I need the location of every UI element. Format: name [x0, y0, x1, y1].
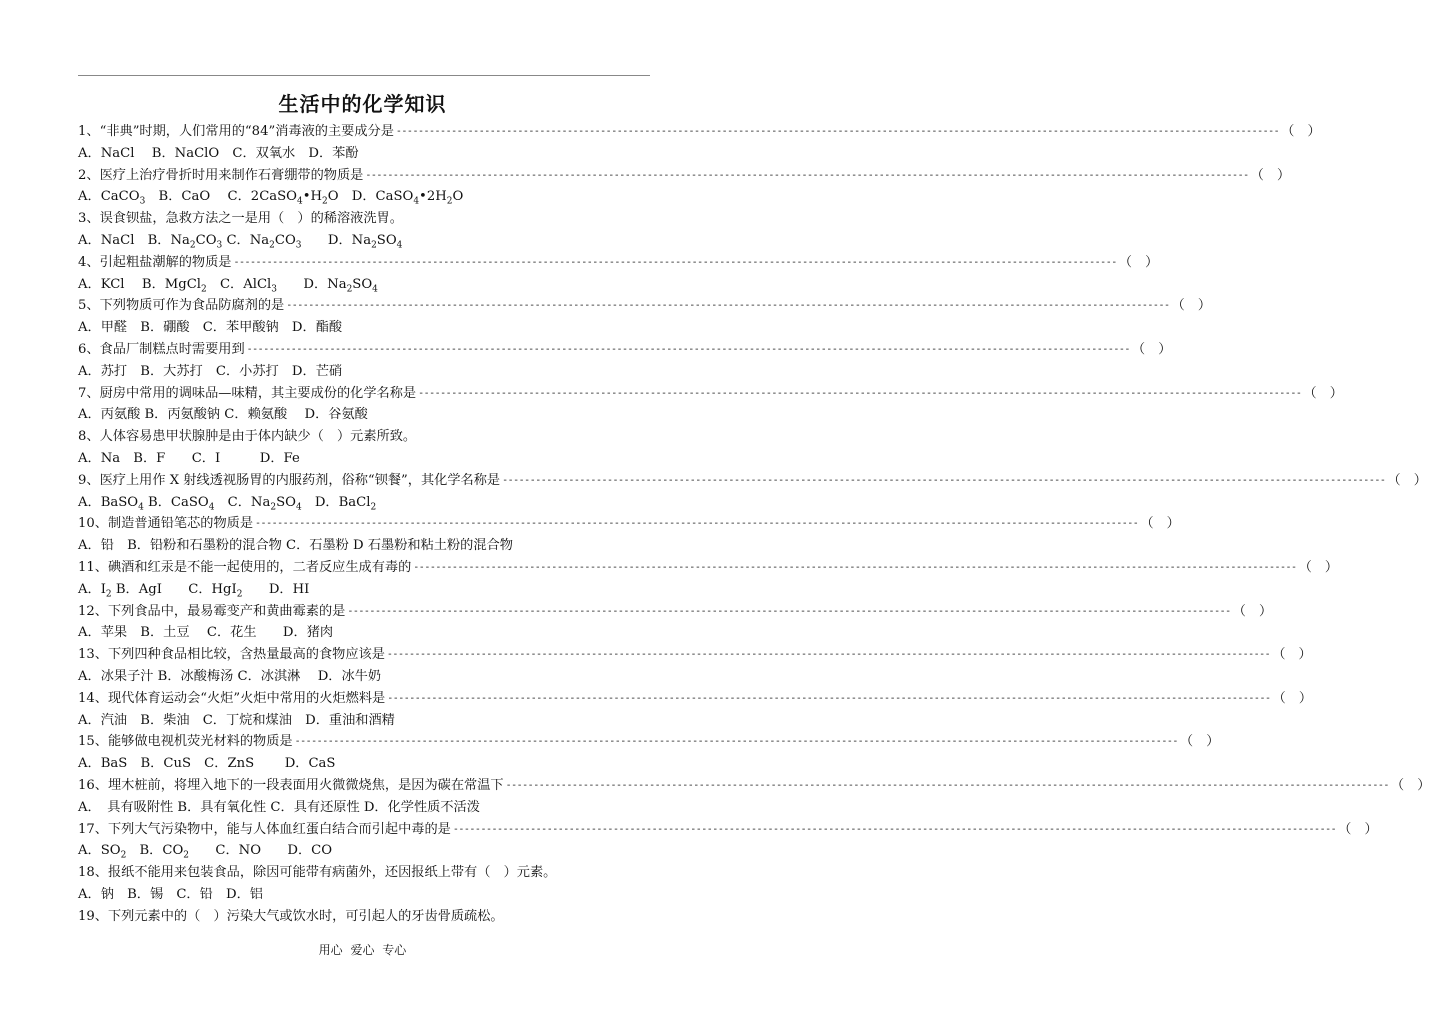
dotted-leader: ---------------------------------------------------------------------------------------------------------------------------------------------------------------- — [255, 518, 1139, 530]
answer-blank: （ ） — [1298, 559, 1339, 575]
answer-options — [78, 230, 658, 252]
answer-options — [78, 797, 658, 819]
options-text: A．BaSO$_4$ B．CaSO$_4$ C．$Na_2SO_4$ D．BaCl$_2$ — [78, 494, 377, 513]
answer-blank: （ ） — [1250, 167, 1291, 183]
question-line — [78, 383, 1343, 405]
answer-blank: （ ） — [1338, 821, 1378, 837]
question-text: 17、下列大气污染物中，能与人体血红蛋白结合而引起中毒的是 — [78, 821, 451, 837]
question-text: 6、食品厂制糕点时需要用到 — [78, 341, 245, 357]
answer-options — [78, 710, 658, 732]
answer-options — [78, 622, 658, 644]
answer-options — [78, 579, 658, 601]
question-text: 14、现代体育运动会“火炬”火炬中常用的火炬燃料是 — [78, 690, 386, 706]
answer-options — [78, 535, 658, 557]
question-line — [78, 470, 1427, 492]
dotted-leader: ---------------------------------------------------------------------------------------------------------------------------------------------------------------- — [413, 561, 1297, 573]
dotted-leader: ---------------------------------------------------------------------------------------------------------------------------------------------------------------- — [365, 169, 1249, 181]
answer-blank: （ ） — [1272, 647, 1312, 663]
options-text: A．铅 B．铅粉和石墨粉的混合物 C．石墨粉 D 石墨粉和粘土粉的混合物 — [78, 538, 513, 554]
dotted-leader: ---------------------------------------------------------------------------------------------------------------------------------------------------------------- — [386, 649, 1271, 661]
options-text: A．钠 B．锡 C．铅 D．铝 — [78, 886, 263, 902]
dotted-leader: ---------------------------------------------------------------------------------------------------------------------------------------------------------------- — [387, 692, 1271, 704]
question-text: 5、下列物质可作为食品防腐剂的是 — [78, 298, 285, 314]
question-line — [78, 513, 1180, 535]
question-line — [78, 339, 1172, 361]
answer-blank: （ ） — [1272, 690, 1313, 706]
answer-options — [78, 448, 658, 470]
dotted-leader: ---------------------------------------------------------------------------------------------------------------------------------------------------------------- — [505, 779, 1389, 791]
answer-blank: （ ） — [1171, 298, 1212, 314]
options-text: A．NaCl B．NaClO C．双氧水 D．苯酚 — [78, 145, 359, 161]
question-text: 18、报纸不能用来包装食品，除因可能带有病菌外，还因报纸上带有（ ）元素。 — [78, 865, 557, 881]
answer-blank: （ ） — [1232, 603, 1273, 619]
question-line — [78, 862, 658, 884]
question-text: 15、能够做电视机荧光材料的物质是 — [78, 734, 293, 750]
question-line — [78, 208, 658, 230]
options-text: A．苹果 B．土豆 C．花生 D．猪肉 — [78, 625, 334, 641]
question-line — [78, 731, 1220, 753]
question-line — [78, 906, 658, 928]
answer-blank: （ ） — [1281, 124, 1321, 139]
dotted-leader: ---------------------------------------------------------------------------------------------------------------------------------------------------------------- — [246, 343, 1130, 355]
question-line — [78, 252, 1159, 274]
options-text: A．BaS B．CuS C．ZnS D．CaS — [78, 756, 336, 772]
answer-options — [78, 361, 658, 383]
dotted-leader: ---------------------------------------------------------------------------------------------------------------------------------------------------------------- — [233, 256, 1117, 268]
answer-blank: （ ） — [1303, 385, 1343, 401]
dotted-leader: ---------------------------------------------------------------------------------------------------------------------------------------------------------------- — [502, 474, 1386, 486]
question-text: 10、制造普通铅笔芯的物质是 — [78, 516, 254, 532]
header-rule — [78, 75, 650, 76]
answer-options — [78, 317, 658, 339]
answer-blank: （ ） — [1118, 254, 1159, 270]
options-text: A．$I_2$ B．AgI C．HgI$_2$ D．HI — [78, 581, 310, 600]
question-line — [78, 601, 1273, 623]
question-line — [78, 426, 658, 448]
answer-options — [78, 274, 658, 296]
answer-options — [78, 666, 658, 688]
answer-options — [78, 404, 658, 426]
document-title: 生活中的化学知识 — [278, 92, 447, 116]
dotted-leader: ---------------------------------------------------------------------------------------------------------------------------------------------------------------- — [286, 300, 1170, 312]
question-text: 1、“非典”时期，人们常用的“84”消毒液的主要成分是 — [78, 124, 394, 139]
options-text: A．苏打 B．大苏打 C．小苏打 D．芒硝 — [78, 363, 343, 379]
options-text: A．Na B．F C．I D．Fe — [78, 450, 300, 466]
answer-options — [78, 840, 658, 862]
question-text: 2、医疗上治疗骨折时用来制作石膏绷带的物质是 — [78, 167, 364, 183]
question-text: 9、医疗上用作 X 射线透视肠胃的内服药剂，俗称“钡餐”，其化学名称是 — [78, 472, 501, 488]
answer-blank: （ ） — [1390, 777, 1430, 793]
answer-blank: （ ） — [1179, 734, 1220, 750]
question-line — [78, 557, 1339, 579]
dotted-leader: ---------------------------------------------------------------------------------------------------------------------------------------------------------------- — [452, 823, 1337, 835]
answer-options — [78, 186, 658, 208]
answer-options — [78, 492, 658, 514]
question-text: 11、碘酒和红汞是不能一起使用的，二者反应生成有毒的 — [78, 559, 412, 575]
options-text: A．汽油 B．柴油 C．丁烷和煤油 D．重油和酒精 — [78, 712, 395, 728]
answer-blank: （ ） — [1131, 341, 1172, 357]
options-text: A．CaCO$_3$ B．CaO C．$2CaSO_4•H_2O$ D．$CaSO_4•2H_2O$ — [78, 189, 464, 208]
options-text: A． 具有吸附性 B．具有氧化性 C．具有还原性 D．化学性质不活泼 — [78, 799, 480, 815]
question-line — [78, 644, 1312, 666]
options-text: A．丙氨酸 B．丙氨酸钠 C．赖氨酸 D．谷氨酸 — [78, 407, 368, 423]
dotted-leader: ---------------------------------------------------------------------------------------------------------------------------------------------------------------- — [418, 387, 1302, 399]
question-line — [78, 295, 1212, 317]
answer-options — [78, 143, 658, 165]
page-footer: 用心 爱心 专心 — [318, 943, 407, 957]
question-text: 13、下列四种食品相比较，含热量最高的食物应该是 — [78, 647, 385, 663]
question-line — [78, 688, 1313, 710]
answer-options — [78, 753, 658, 775]
question-list — [78, 121, 1430, 927]
question-text: 3、误食钡盐，急救方法之一是用（ ）的稀溶液洗胃。 — [78, 211, 403, 227]
dotted-leader: ---------------------------------------------------------------------------------------------------------------------------------------------------------------- — [395, 126, 1280, 137]
question-line — [78, 775, 1430, 797]
options-text: A．NaCl B．$Na_2CO_3$ C．$Na_2CO_3$ D．$Na_2SO_4$ — [78, 232, 403, 251]
question-text: 19、下列元素中的（ ）污染大气或饮水时，可引起人的牙齿骨质疏松。 — [78, 908, 504, 924]
dotted-leader: ---------------------------------------------------------------------------------------------------------------------------------------------------------------- — [294, 736, 1178, 748]
question-line — [78, 165, 1291, 187]
options-text: A．$SO_2$ B．$CO_2$ C．NO D．CO — [78, 843, 333, 861]
question-text: 8、人体容易患甲状腺肿是由于体内缺少（ ）元素所致。 — [78, 429, 417, 445]
question-text: 7、厨房中常用的调味品—味精，其主要成份的化学名称是 — [78, 385, 417, 401]
question-line — [78, 819, 1378, 841]
answer-blank: （ ） — [1140, 516, 1180, 532]
options-text: A．冰果子汁 B．冰酸梅汤 C．冰淇淋 D．冰牛奶 — [78, 668, 382, 684]
question-text: 12、下列食品中，最易霉变产和黄曲霉素的是 — [78, 603, 346, 619]
question-text: 4、引起粗盐潮解的物质是 — [78, 254, 232, 270]
question-line — [78, 121, 1321, 143]
options-text: A．甲醛 B．硼酸 C．苯甲酸钠 D．酯酸 — [78, 320, 343, 336]
answer-options — [78, 884, 658, 906]
answer-blank: （ ） — [1387, 472, 1427, 488]
options-text: A．KCl B．MgCl$_2$ C．AlCl$_3$ D．$Na_2SO_4$ — [78, 276, 378, 295]
question-text: 16、埋木桩前，将埋入地下的一段表面用火微微烧焦，是因为碳在常温下 — [78, 777, 504, 793]
dotted-leader: ---------------------------------------------------------------------------------------------------------------------------------------------------------------- — [347, 605, 1231, 617]
